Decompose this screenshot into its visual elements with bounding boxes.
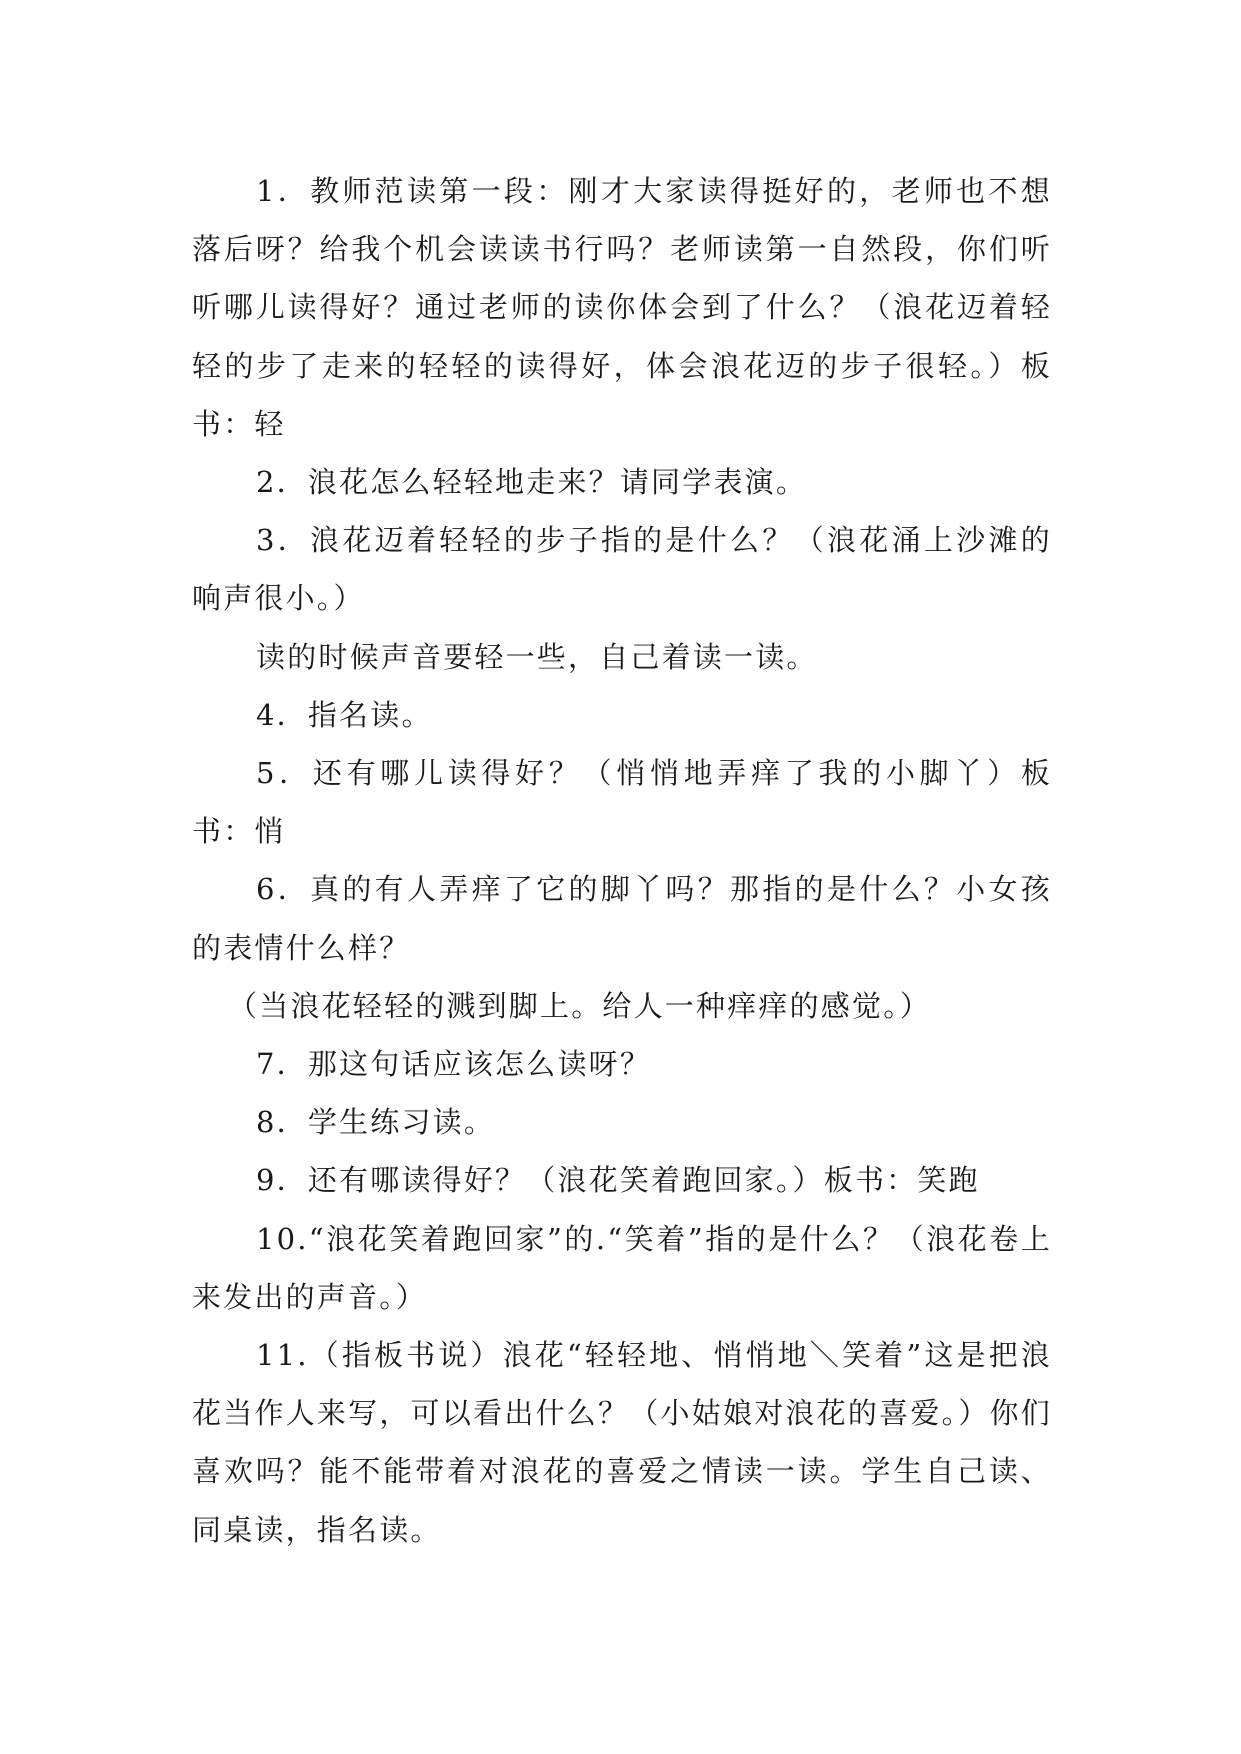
paragraph-3: 3．浪花迈着轻轻的步子指的是什么？（浪花涌上沙滩的响声很小。） bbox=[192, 523, 1052, 616]
paragraph-4: 4．指名读。 bbox=[256, 697, 433, 732]
paragraph-8: 8．学生练习读。 bbox=[256, 1105, 496, 1140]
paragraph-10: 10.“浪花笑着跑回家”的.“笑着”指的是什么？（浪花卷上来发出的声音。） bbox=[192, 1221, 1052, 1314]
paragraph-5: 5．还有哪儿读得好？（悄悄地弄痒了我的小脚丫）板书：悄 bbox=[192, 756, 1052, 849]
paragraph-6-answer: （当浪花轻轻的溅到脚上。给人一种痒痒的感觉。） bbox=[228, 988, 932, 1023]
document-body bbox=[192, 162, 1052, 1559]
paragraph-1: 1．教师范读第一段：刚才大家读得挺好的，老师也不想落后呀？给我个机会读读书行吗？老师读第一自然段，你们听听哪儿读得好？通过老师的读你体会到了什么？（浪花迈着轻轻的步了走来的轻轻的读得好，体会浪花迈的步子很轻。）板书：轻 bbox=[192, 174, 1052, 441]
paragraph-reading-note: 读的时候声音要轻一些，自己着读一读。 bbox=[256, 639, 818, 674]
paragraph-9: 9．还有哪读得好？（浪花笑着跑回家。）板书：笑跑 bbox=[256, 1163, 980, 1198]
paragraph-11: 11.（指板书说）浪花“轻轻地、悄悄地＼笑着”这是把浪花当作人来写，可以看出什么？（小姑娘对浪花的喜爱。）你们喜欢吗？能不能带着对浪花的喜爱之情读一读。学生自己读、同桌读，指名读。 bbox=[192, 1338, 1052, 1547]
paragraph-6: 6．真的有人弄痒了它的脚丫吗？那指的是什么？小女孩的表情什么样？ bbox=[192, 872, 1052, 965]
paragraph-2: 2．浪花怎么轻轻地走来？请同学表演。 bbox=[256, 465, 808, 500]
paragraph-7: 7．那这句话应该怎么读呀？ bbox=[256, 1047, 652, 1082]
